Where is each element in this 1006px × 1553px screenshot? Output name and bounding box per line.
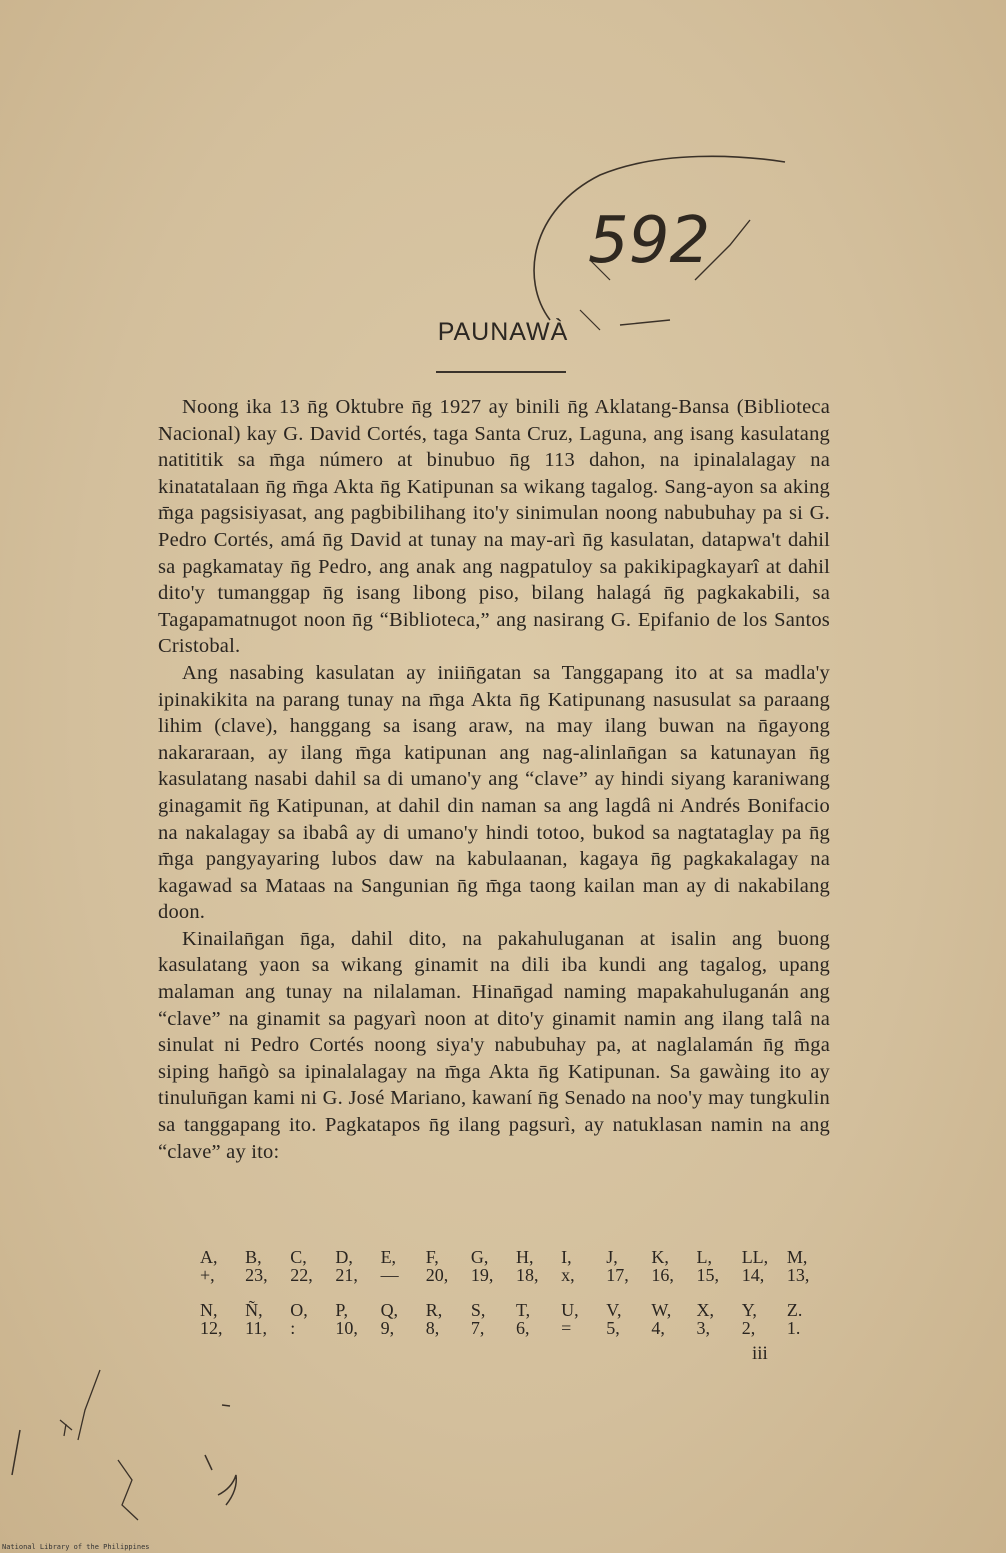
cipher-letter: I, xyxy=(561,1247,572,1267)
cipher-letter: B, xyxy=(245,1247,262,1267)
cipher-letter: X, xyxy=(696,1300,715,1320)
footer-credit: National Library of the Philippines xyxy=(2,1543,150,1551)
paragraph: Kinailan̄gan n̄ga, dahil dito, na pakahuluganan at isalin ang buong kasulatang yaon sa wikang ginamit na dili iba kundi ang tagalog, upang malaman ang tunay na nilalaman. Hinan̄gad naming mapakahuluganán ang “clave” na ginamit sa pagyarì noon at dito'y ginamit namin ang ilang talâ na sinulat ni Pedro Cortés noong siya'y nabubuhay pa, at naglalamán n̄g m̄ga siping han̄gò sa ipinalalagay na m̄ga Akta n̄g Katipunan. Sa gawàing ito ay tinulun̄gan kami ni G. José Mariano, kawaní n̄g Senado na noo'y may tungkulin sa tanggapang ito. Pagkatapos n̄g ilang pagsurì, ay natuklasan namin na ang “clave” ay ito: xyxy=(158,927,830,1163)
cipher-code: 15, xyxy=(696,1265,720,1285)
cipher-code: 17, xyxy=(606,1265,629,1285)
cipher-code: 14, xyxy=(741,1265,765,1285)
cipher-row-letters xyxy=(200,1301,832,1319)
annotation-number: 592 xyxy=(588,204,711,278)
cipher-letter: N, xyxy=(200,1300,218,1320)
margin-scribbles xyxy=(0,1360,300,1540)
page-number: iii xyxy=(752,1343,768,1364)
cipher-code: 12, xyxy=(200,1318,223,1338)
cipher-code: 5, xyxy=(606,1318,620,1338)
cipher-row-codes xyxy=(200,1319,832,1337)
paragraph: Ang nasabing kasulatan ay iniin̄gatan sa Tanggapang ito at sa madla'y ipinakikita na parang tunay na m̄ga Akta n̄g Katipunang nasusulat sa paraang lihim (clave), hanggang sa isang araw, na may ilang buwan na n̄gayong nakararaan, ay ilang m̄ga katipunan ang nag-alinlan̄gan sa katunayan n̄g kasulatang nasabi dahil sa di umano'y ang “clave” ay hindi siyang karaniwang ginagamit n̄g Katipunan, at dahil din naman sa ang lagdâ ni Andrés Bonifacio na nakalagay sa ibabâ ay di umano'y hindi totoo, bukod sa nagtataglay pa n̄g m̄ga pangyayaring lubos daw na kabulaanan, kagaya n̄g pagkakalagay na kagawad sa Mataas na Sangunian n̄g m̄ga taong kailan man ay di nakabilang doon. xyxy=(158,661,830,924)
cipher-code: 8, xyxy=(425,1318,440,1338)
cipher-code: 21, xyxy=(335,1265,358,1285)
cipher-code: 16, xyxy=(651,1265,674,1285)
cipher-code: 4, xyxy=(651,1318,665,1338)
cipher-code: 1. xyxy=(786,1318,801,1338)
cipher-code: 13, xyxy=(786,1265,810,1285)
cipher-code: 11, xyxy=(245,1318,267,1338)
paragraph: Noong ika 13 n̄g Oktubre n̄g 1927 ay binili n̄g Aklatang-Bansa (Biblioteca Nacional) kay G. David Cortés, taga Santa Cruz, Laguna, ang isang kasulatang natititik sa m̄ga número at binubuo n̄g 113 dahon, na ipinalalagay na kinatatalaan n̄g m̄ga Akta n̄g Katipunan sa wikang tagalog. Sang-ayon sa aking m̄ga pagsisiyasat, ang pagbibilihang ito'y sinimulan noong nabubuhay pa si G. Pedro Cortés, amá n̄g David at tunay na may-arì n̄g kasulatan, datapwa't dahil sa pagkamatay n̄g Pedro, ang anak ang nagpatuloy sa pakikipagkayarî at dahil dito'y tumanggap n̄g isang libong piso, bilang halagá n̄g pagkakabili, sa Tagapamatnugot noon n̄g “Biblioteca,” ang nasirang G. Epifanio de los Santos Cristobal. xyxy=(158,396,830,658)
cipher-code: 23, xyxy=(245,1265,268,1285)
cipher-letter: G, xyxy=(470,1247,489,1267)
cipher-code: +, xyxy=(200,1265,215,1285)
title-rule xyxy=(436,371,566,373)
cipher-letter: V, xyxy=(606,1300,622,1320)
cipher-letter: D, xyxy=(335,1247,353,1267)
cipher-code: 9, xyxy=(380,1318,395,1338)
cipher-code: 2, xyxy=(741,1318,756,1338)
cipher-letter: LL, xyxy=(741,1247,769,1267)
cipher-code: = xyxy=(561,1318,572,1338)
cipher-code: 3, xyxy=(696,1318,711,1338)
cipher-code: 7, xyxy=(470,1318,485,1338)
cipher-letter: R, xyxy=(425,1300,443,1320)
cipher-code: 19, xyxy=(470,1265,494,1285)
cipher-code: 18, xyxy=(515,1265,539,1285)
cipher-code: 20, xyxy=(425,1265,449,1285)
cipher-letter: M, xyxy=(786,1247,808,1267)
cipher-row-codes xyxy=(200,1266,832,1284)
cipher-letter: A, xyxy=(200,1247,218,1267)
cipher-letter: J, xyxy=(606,1247,618,1267)
cipher-letter: O, xyxy=(290,1300,308,1320)
cipher-letter: T, xyxy=(515,1300,531,1320)
cipher-code: 22, xyxy=(290,1265,313,1285)
cipher-letter: Ñ, xyxy=(245,1300,263,1320)
cipher-letter: C, xyxy=(290,1247,307,1267)
page-title: PAUNAWÀ xyxy=(437,318,569,346)
cipher-code: x, xyxy=(561,1265,575,1285)
cipher-letter: U, xyxy=(561,1300,579,1320)
cipher-letter: Q, xyxy=(380,1300,399,1320)
cipher-letter: L, xyxy=(696,1247,713,1267)
cipher-letter: E, xyxy=(380,1247,397,1267)
cipher-letter: Z. xyxy=(786,1300,803,1320)
body-text xyxy=(158,394,830,1165)
cipher-code: 6, xyxy=(515,1318,530,1338)
cipher-table xyxy=(200,1248,832,1337)
cipher-letter: H, xyxy=(515,1247,534,1267)
cipher-letter: K, xyxy=(651,1247,669,1267)
cipher-code: 10, xyxy=(335,1318,358,1338)
cipher-code: : xyxy=(290,1318,296,1338)
cipher-letter: Y, xyxy=(741,1300,757,1320)
cipher-letter: F, xyxy=(425,1247,439,1267)
cipher-row-letters xyxy=(200,1248,832,1266)
cipher-letter: S, xyxy=(470,1300,486,1320)
cipher-letter: P, xyxy=(335,1300,348,1320)
cipher-letter: W, xyxy=(651,1300,672,1320)
cipher-code: — xyxy=(380,1265,399,1285)
